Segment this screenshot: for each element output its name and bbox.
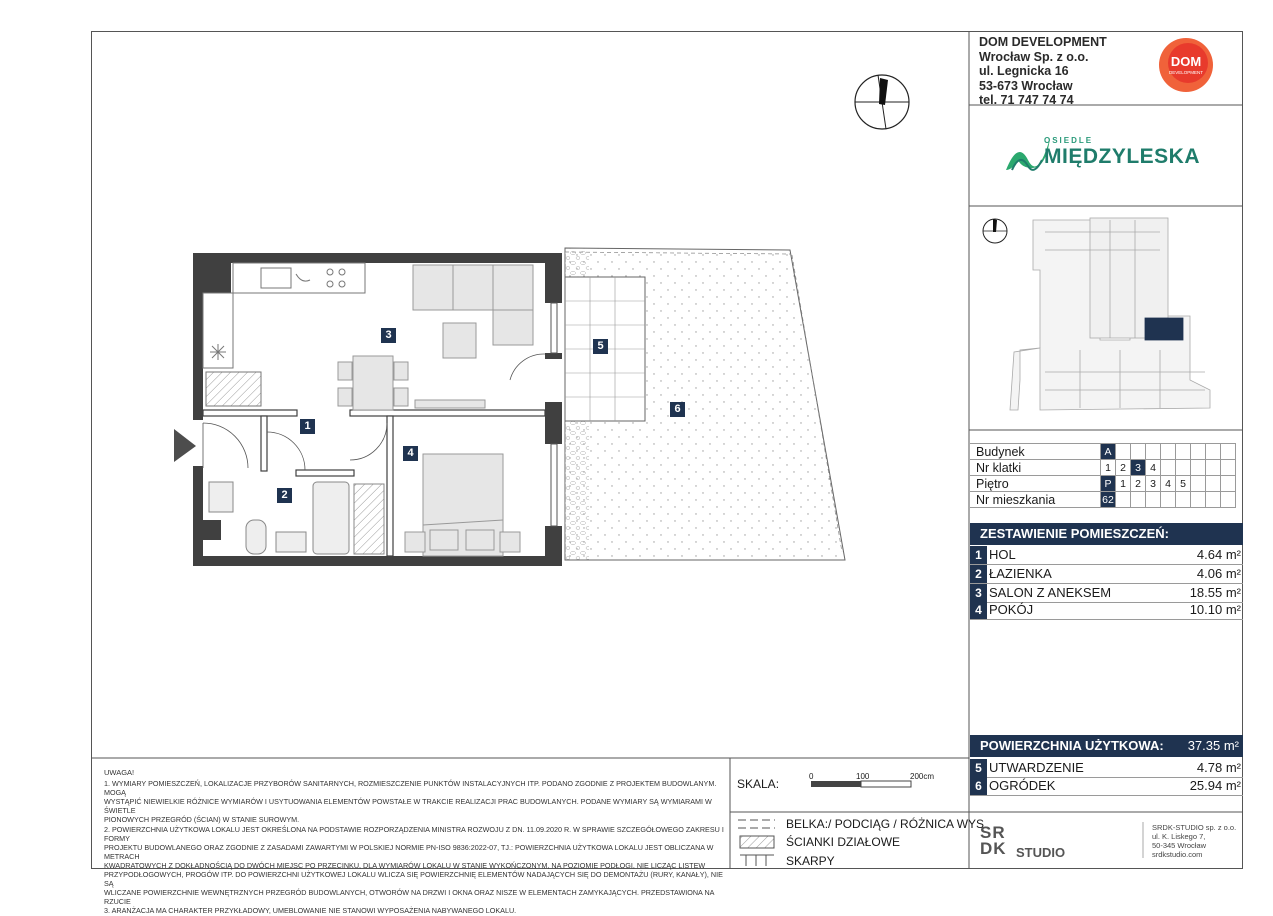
building-label: Budynek bbox=[970, 444, 1101, 460]
room-label-4: 4 bbox=[403, 446, 418, 461]
usable-area-label: POWIERZCHNIA UŻYTKOWA: bbox=[980, 738, 1164, 753]
extra-row bbox=[970, 777, 1243, 796]
note-line: 2. POWIERZCHNIA UŻYTKOWA LOKALU JEST OKREŚLONA NA PODSTAWIE ROZPORZĄDZENIA MINISTRA ROZWOJU Z DN. 11.09.2020 R. W SPRAWIE SZCZEGÓŁOWEGO ZAKRESU I FORMY bbox=[104, 824, 724, 843]
scale-tick-200: 200cm bbox=[910, 772, 935, 781]
scale-bar bbox=[811, 781, 911, 787]
extra-row bbox=[970, 759, 1243, 778]
note-line: KWADRATOWYCH Z DOKŁADNOŚCIĄ DO DWÓCH MIEJSC PO PRZECINKU, DLA WYMIARÓW LOKALU W STANIE WYKOŃCZONYM, NA POZIOMIE PODŁOGI, NIE LICZĄC LISTEW bbox=[104, 860, 706, 870]
legend-partition-walls: ŚCIANKI DZIAŁOWE bbox=[786, 835, 901, 849]
company-entity: Wrocław Sp. z o.o. bbox=[979, 49, 1089, 64]
staircase-2: 2 bbox=[1116, 460, 1131, 476]
key-plan-north-icon bbox=[983, 219, 1007, 243]
apartment-label: Nr mieszkania bbox=[970, 492, 1101, 508]
note-line: PROJEKTU BUDOWLANEGO ORAZ ZGODNIE Z ZASADAMI ZAWARTYMI W POLSKIEJ NORMIE PN-ISO 9836:2022-07, TJ.: POWIERZCHNIA UŻYTKOWA LOKALU JEST OBLICZANA W METRACH bbox=[104, 842, 714, 861]
company-street: ul. Legnicka 16 bbox=[979, 64, 1069, 78]
room-number: 1 bbox=[970, 546, 987, 564]
company-name: DOM DEVELOPMENT bbox=[979, 35, 1107, 49]
room-area: 18.55 m² bbox=[1189, 585, 1241, 600]
extra-number: 5 bbox=[970, 759, 987, 777]
scale-label: SKALA: bbox=[737, 777, 780, 791]
extra-area: 4.78 m² bbox=[1196, 760, 1241, 775]
note-line: 1. WYMIARY POMIESZCZEŃ, LOKALIZACJE PRZYBORÓW SANITARNYCH, ROZMIESZCZENIE PUNKTÓW INSTALACYJNYCH ITP. PODANO ZGODNIE Z PROJEKTEM BUDOWLANYM. MOGĄ bbox=[104, 779, 717, 798]
room-row bbox=[970, 546, 1243, 565]
company-city: 53-673 Wrocław bbox=[979, 78, 1073, 93]
room-label-3: 3 bbox=[381, 328, 396, 343]
note-line: 3. ARANŻACJA MA CHARAKTER PRZYKŁADOWY, UMEBLOWANIE NIE STANOWI WYPOSAŻENIA NABYWANEGO LOKALU. bbox=[104, 906, 517, 916]
room-number: 2 bbox=[970, 565, 987, 583]
logo-dom-text: DOM bbox=[1170, 54, 1202, 69]
legend-beam: BELKA:/ PODCIĄG / RÓŻNICA WYS. bbox=[786, 817, 988, 831]
note-line: PIONOWYCH PRZEGRÓD (ŚCIAN) W STANIE SUROWYM. bbox=[104, 815, 300, 825]
extra-number: 6 bbox=[970, 777, 987, 795]
apartment-info-table bbox=[970, 443, 1236, 508]
note-line: WLICZANE POWIERZCHNIE WEWNĘTRZNYCH PRZEGRÓD BUDOWLANYCH, OTWORÓW NA DRZWI I OKNA ORAZ NISZE W ELEMENTACH ZAMYKAJĄCYCH. PRZEDSTAWIONA NA RZUCIE bbox=[104, 888, 715, 907]
scale-tick-0: 0 bbox=[809, 772, 814, 781]
note-line: PRZYPODŁOGOWYCH, PROGÓW ITP. DO POWIERZCHNI UŻYTKOWEJ LOKALU WLICZA SIĘ POWIERZCHNIĘ ELEMENTÓW NADAJĄCYCH SIĘ DO DEMONTAŻU (RURY, KANAŁY), NIE SĄ bbox=[104, 870, 723, 889]
room-name: SALON Z ANEKSEM bbox=[989, 585, 1112, 600]
estate-small: OSIEDLE bbox=[1044, 136, 1094, 145]
room-name: HOL bbox=[989, 547, 1016, 562]
company-address bbox=[979, 35, 1107, 108]
room-number: 3 bbox=[970, 584, 987, 602]
floor-1: 1 bbox=[1116, 476, 1131, 492]
key-plan bbox=[1010, 218, 1210, 410]
studio-address-line: srdkstudio.com bbox=[1152, 850, 1203, 859]
room-row bbox=[970, 601, 1243, 620]
staircase-4: 4 bbox=[1146, 460, 1161, 476]
note-line: WYSTĄPIĆ NIEWIELKIE RÓŻNICE WYMIARÓW I USYTUOWANIA ELEMENTÓW POWSTAŁE W TRAKCIE REALIZACJI PRAC BUDOWLANYCH. PODANE WYMIARY SĄ WYMIARAMI W ŚWIETLE bbox=[104, 797, 712, 816]
floor-p: P bbox=[1101, 476, 1116, 492]
company-phone: tel. 71 747 74 74 bbox=[979, 93, 1074, 107]
room-area: 4.06 m² bbox=[1196, 566, 1241, 581]
room-area: 10.10 m² bbox=[1189, 602, 1241, 617]
room-number: 4 bbox=[970, 601, 987, 619]
estate-logo bbox=[1002, 136, 1212, 176]
room-area: 4.64 m² bbox=[1196, 547, 1241, 562]
estate-name: MIĘDZYLESKA bbox=[1044, 145, 1201, 168]
srdk-logo-word: STUDIO bbox=[1016, 845, 1066, 860]
scale-tick-100: 100 bbox=[856, 772, 870, 781]
studio-address bbox=[1152, 823, 1236, 859]
room-label-2: 2 bbox=[277, 488, 292, 503]
extra-area: 25.94 m² bbox=[1189, 778, 1241, 793]
floor-label: Piętro bbox=[970, 476, 1101, 492]
usable-area-row bbox=[970, 735, 1243, 757]
floor-2: 2 bbox=[1131, 476, 1146, 492]
room-row bbox=[970, 565, 1243, 584]
srdk-logo-bottom: DK bbox=[980, 839, 1007, 858]
apartment-value: 62 bbox=[1102, 493, 1114, 506]
floor-5: 5 bbox=[1176, 476, 1191, 492]
notes-block bbox=[104, 768, 724, 916]
dom-development-logo bbox=[1158, 37, 1214, 93]
staircase-1: 1 bbox=[1101, 460, 1116, 476]
extra-name: OGRÓDEK bbox=[989, 778, 1056, 793]
room-name: ŁAZIENKA bbox=[989, 566, 1052, 581]
staircase-3: 3 bbox=[1131, 460, 1146, 476]
srdk-studio-logo bbox=[980, 825, 1080, 863]
room-label-1: 1 bbox=[300, 419, 315, 434]
building-value: A bbox=[1101, 444, 1116, 460]
studio-address-line: 50-345 Wrocław bbox=[1152, 841, 1207, 850]
room-label-5: 5 bbox=[593, 339, 608, 354]
staircase-label: Nr klatki bbox=[970, 460, 1101, 476]
notes-title: UWAGA! bbox=[104, 768, 135, 777]
north-arrow-icon bbox=[855, 75, 909, 129]
usable-area-value: 37.35 m² bbox=[1187, 738, 1239, 753]
floor-4: 4 bbox=[1161, 476, 1176, 492]
legend-slopes: SKARPY bbox=[786, 854, 835, 868]
room-label-6: 6 bbox=[670, 402, 685, 417]
rooms-header: ZESTAWIENIE POMIESZCZEŃ: bbox=[970, 523, 1243, 545]
room-name: POKÓJ bbox=[989, 602, 1034, 617]
srdk-logo-top: SR bbox=[980, 823, 1006, 842]
studio-address-line: SRDK-STUDIO sp. z o.o. bbox=[1152, 823, 1237, 832]
extra-name: UTWARDZENIE bbox=[989, 760, 1084, 775]
logo-development-text: DEVELOPMENT bbox=[1168, 70, 1204, 75]
floor-3: 3 bbox=[1146, 476, 1161, 492]
studio-address-line: ul. K. Liskego 7, bbox=[1152, 832, 1206, 841]
